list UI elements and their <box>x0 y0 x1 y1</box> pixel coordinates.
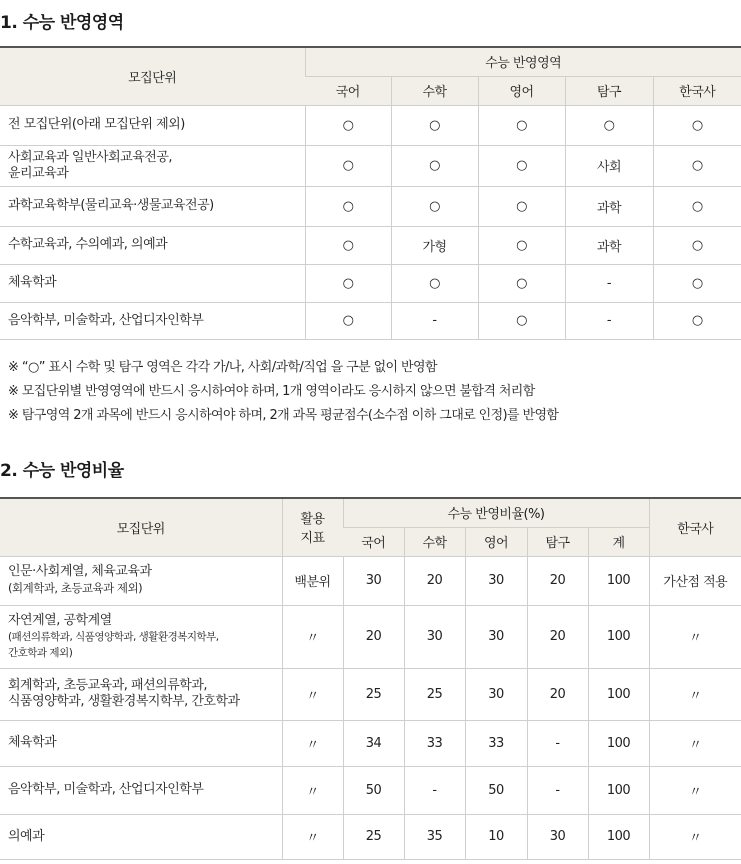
ratio-cell: 30 <box>527 814 588 859</box>
area-cell: - <box>391 302 478 339</box>
reflection-area-table <box>0 46 741 340</box>
ratio-cell: 100 <box>588 814 649 859</box>
unit-cell: 음악학부, 미술학과, 산업디자인학부 <box>0 766 282 814</box>
unit-line: 식품영양학과, 생활환경복지학부, 간호학과 <box>8 694 240 709</box>
ratio-cell: 10 <box>465 814 527 859</box>
header-subject: 탐구 <box>565 76 653 105</box>
history-cell: 가산점 적용 <box>649 556 741 605</box>
table-row <box>0 720 741 766</box>
unit-cell: 체육학과 <box>0 720 282 766</box>
header-subject: 한국사 <box>653 76 741 105</box>
unit-line: (패션의류학과, 식품영양학과, 생활환경복지학부, <box>8 630 219 643</box>
header-subject: 국어 <box>343 527 404 556</box>
unit-cell: 과학교육학부(물리교육·생물교육전공) <box>0 186 305 226</box>
area-cell: ○ <box>391 186 478 226</box>
unit-cell <box>0 145 305 186</box>
area-cell: ○ <box>478 145 565 186</box>
header-history: 한국사 <box>649 498 741 556</box>
table-row <box>0 814 741 859</box>
area-cell: ○ <box>653 264 741 302</box>
header-subject: 영어 <box>465 527 527 556</box>
unit-line: 회계학과, 초등교육과, 패션의류학과, <box>8 678 208 693</box>
unit-cell <box>0 556 282 605</box>
ratio-cell: - <box>527 720 588 766</box>
header-subject: 탐구 <box>527 527 588 556</box>
area-cell: ○ <box>305 264 391 302</box>
header-index <box>282 498 343 556</box>
ratio-cell: 100 <box>588 766 649 814</box>
header-unit: 모집단위 <box>0 47 305 105</box>
unit-line: 사회교육과 일반사회교육전공, <box>8 149 173 165</box>
area-cell: ○ <box>305 226 391 264</box>
ratio-cell: - <box>404 766 465 814</box>
area-cell: ○ <box>478 302 565 339</box>
history-cell: 〃 <box>649 814 741 859</box>
area-cell: 가형 <box>391 226 478 264</box>
table-row <box>0 605 741 668</box>
header-subject: 국어 <box>305 76 391 105</box>
unit-line: 윤리교육과 <box>8 165 69 181</box>
ratio-cell: 50 <box>465 766 527 814</box>
ratio-cell: 20 <box>527 605 588 668</box>
header-subject: 영어 <box>478 76 565 105</box>
area-cell: - <box>565 302 653 339</box>
history-cell: 〃 <box>649 605 741 668</box>
area-cell: ○ <box>305 302 391 339</box>
ratio-cell: 25 <box>343 814 404 859</box>
table-row <box>0 264 741 302</box>
unit-cell <box>0 668 282 720</box>
reflection-ratio-table <box>0 497 741 860</box>
ratio-cell: 20 <box>343 605 404 668</box>
area-cell: ○ <box>653 186 741 226</box>
area-cell: ○ <box>478 186 565 226</box>
area-cell: 과학 <box>565 226 653 264</box>
table-row <box>0 186 741 226</box>
unit-line: 인문·사회계열, 체육교육과 <box>8 564 152 579</box>
ratio-cell: 35 <box>404 814 465 859</box>
table-row <box>0 226 741 264</box>
ratio-cell: 25 <box>343 668 404 720</box>
unit-line: (회계학과, 초등교육과 제외) <box>8 581 143 595</box>
ratio-cell: - <box>527 766 588 814</box>
header-group: 수능 반영비율(%) <box>343 498 649 527</box>
area-cell: ○ <box>478 226 565 264</box>
ratio-cell: 34 <box>343 720 404 766</box>
unit-line: 간호학과 제외) <box>8 646 73 659</box>
unit-cell: 체육학과 <box>0 264 305 302</box>
area-cell: ○ <box>305 186 391 226</box>
table-row <box>0 668 741 720</box>
header-index-line: 지표 <box>300 531 325 547</box>
header-subject: 수학 <box>404 527 465 556</box>
area-cell: ○ <box>391 264 478 302</box>
ratio-cell: 20 <box>527 668 588 720</box>
ratio-cell: 20 <box>404 556 465 605</box>
table-row <box>0 556 741 605</box>
area-cell: ○ <box>653 145 741 186</box>
unit-cell: 음악학부, 미술학과, 산업디자인학부 <box>0 302 305 339</box>
history-cell: 〃 <box>649 720 741 766</box>
ratio-cell: 30 <box>465 668 527 720</box>
ratio-cell: 20 <box>527 556 588 605</box>
ratio-cell: 25 <box>404 668 465 720</box>
unit-cell <box>0 605 282 668</box>
area-cell: ○ <box>478 264 565 302</box>
ratio-cell: 100 <box>588 605 649 668</box>
index-cell: 〃 <box>282 766 343 814</box>
table-row <box>0 766 741 814</box>
table-row <box>0 105 741 145</box>
area-cell: ○ <box>305 145 391 186</box>
note-line: ※ 탐구영역 2개 과목에 반드시 응시하여야 하며, 2개 과목 평균점수(소수점 이하 그대로 인정)를 반영함 <box>8 408 559 423</box>
ratio-cell: 100 <box>588 556 649 605</box>
area-cell: - <box>565 264 653 302</box>
index-cell: 〃 <box>282 814 343 859</box>
ratio-cell: 100 <box>588 668 649 720</box>
ratio-cell: 100 <box>588 720 649 766</box>
section1-title: 1. 수능 반영영역 <box>0 13 124 33</box>
area-cell: ○ <box>653 226 741 264</box>
unit-cell: 의예과 <box>0 814 282 859</box>
history-cell: 〃 <box>649 668 741 720</box>
index-cell: 〃 <box>282 605 343 668</box>
index-cell: 백분위 <box>282 556 343 605</box>
area-cell: 과학 <box>565 186 653 226</box>
ratio-cell: 30 <box>404 605 465 668</box>
note-line: ※ “○” 표시 수학 및 탐구 영역은 각각 가/나, 사회/과학/직업 을 구분 없이 반영함 <box>8 360 437 375</box>
area-cell: ○ <box>653 302 741 339</box>
section2-title: 2. 수능 반영비율 <box>0 461 124 481</box>
ratio-cell: 30 <box>465 556 527 605</box>
area-cell: ○ <box>391 145 478 186</box>
ratio-cell: 50 <box>343 766 404 814</box>
unit-cell: 전 모집단위(아래 모집단위 제외) <box>0 105 305 145</box>
table-row <box>0 302 741 339</box>
header-group: 수능 반영영역 <box>305 47 741 76</box>
note-line: ※ 모집단위별 반영영역에 반드시 응시하여야 하며, 1개 영역이라도 응시하지 않으면 불합격 처리함 <box>8 384 535 399</box>
header-index-line: 활용 <box>300 512 325 528</box>
ratio-cell: 30 <box>465 605 527 668</box>
header-unit: 모집단위 <box>0 498 282 556</box>
ratio-cell: 33 <box>404 720 465 766</box>
table-row <box>0 145 741 186</box>
index-cell: 〃 <box>282 668 343 720</box>
header-subject: 수학 <box>391 76 478 105</box>
area-cell: ○ <box>478 105 565 145</box>
area-cell: ○ <box>305 105 391 145</box>
ratio-cell: 33 <box>465 720 527 766</box>
area-cell: 사회 <box>565 145 653 186</box>
index-cell: 〃 <box>282 720 343 766</box>
unit-line: 자연계열, 공학계열 <box>8 612 112 628</box>
header-subject: 계 <box>588 527 649 556</box>
unit-cell: 수학교육과, 수의예과, 의예과 <box>0 226 305 264</box>
ratio-cell: 30 <box>343 556 404 605</box>
area-cell: ○ <box>653 105 741 145</box>
area-cell: ○ <box>565 105 653 145</box>
history-cell: 〃 <box>649 766 741 814</box>
area-cell: ○ <box>391 105 478 145</box>
